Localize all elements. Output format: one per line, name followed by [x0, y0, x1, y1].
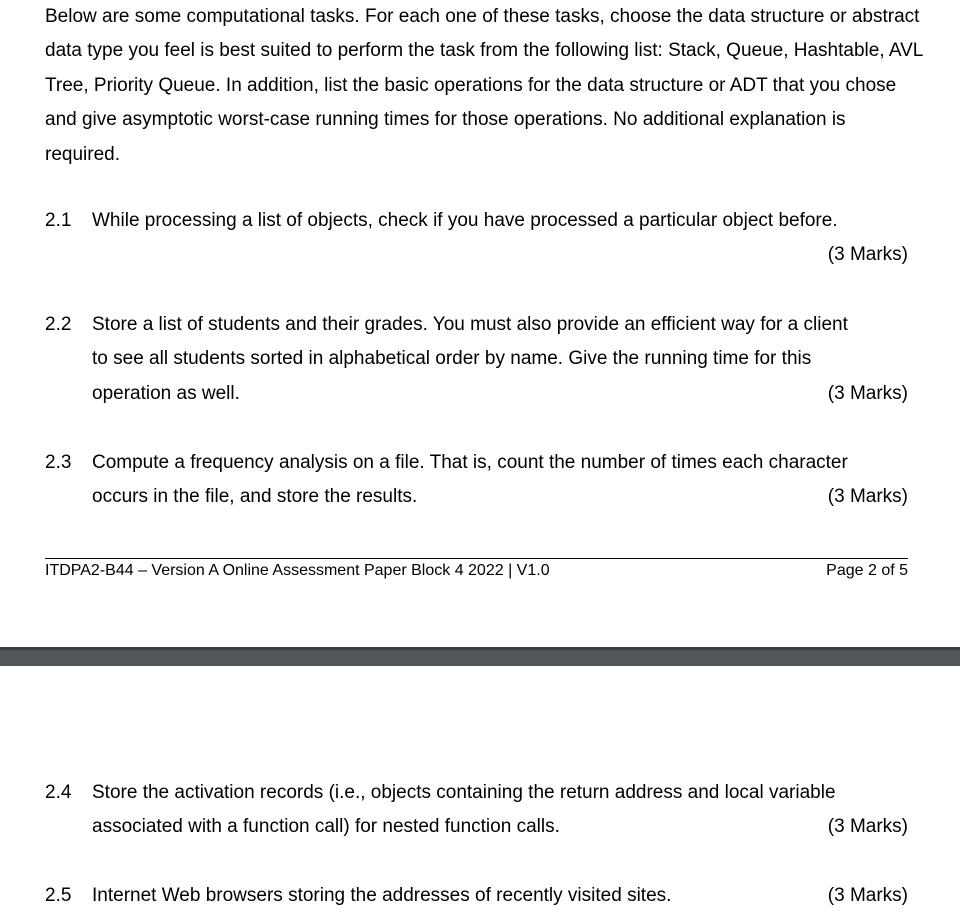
question-2-2 — [45, 308, 908, 411]
question-number: 2.5 — [45, 885, 72, 906]
question-number: 2.2 — [45, 314, 72, 335]
question-text-line-2: associated with a function call) for nested function calls. — [92, 816, 560, 838]
question-text: Internet Web browsers storing the addresses of recently visited sites. — [92, 885, 672, 906]
question-2-1 — [45, 204, 908, 273]
question-number: 2.3 — [45, 452, 72, 473]
question-marks: (3 Marks) — [827, 382, 908, 404]
question-text-line-1: Compute a frequency analysis on a file. That is, count the number of times each character — [92, 452, 848, 473]
footer-document-id: ITDPA2-B44 – Version A Online Assessment Paper Block 4 2022 | V1.0 — [45, 562, 550, 579]
question-2-3 — [45, 446, 908, 515]
question-2-5 — [45, 879, 908, 913]
question-marks: (3 Marks) — [827, 486, 908, 508]
question-text-line-3: operation as well. — [92, 382, 240, 404]
footer-page-number: Page 2 of 5 — [826, 562, 908, 579]
question-marks: (3 Marks) — [827, 816, 908, 838]
question-marks: (3 Marks) — [827, 244, 908, 266]
question-text-line-1: Store the activation records (i.e., objects containing the return address and local variable — [92, 782, 836, 803]
question-text-line-2: to see all students sorted in alphabetical order by name. Give the running time for this — [92, 348, 812, 370]
document-page-3 — [0, 666, 960, 916]
question-number: 2.4 — [45, 782, 72, 803]
page-separator — [0, 647, 960, 666]
instructions-paragraph: Below are some computational tasks. For each one of these tasks, choose the data structure or abstract data type you feel is best suited to perform the task from the following list: Stack, Queue, Hashtable, AVL Tree, Priority Queue. In addition, list the basic operations for the data structure or ADT that you chose and give asymptotic worst-case running times for those operations. No additional explanation is required. — [45, 6, 923, 165]
question-marks: (3 Marks) — [827, 885, 908, 906]
question-text-line-2: occurs in the file, and store the results. — [92, 486, 418, 508]
question-number: 2.1 — [45, 210, 72, 231]
question-text-line-1: Store a list of students and their grades. You must also provide an efficient way for a client — [92, 314, 848, 335]
question-text: While processing a list of objects, check if you have processed a particular object before. — [92, 210, 838, 231]
question-2-4 — [45, 776, 908, 845]
footer-divider — [45, 558, 908, 559]
